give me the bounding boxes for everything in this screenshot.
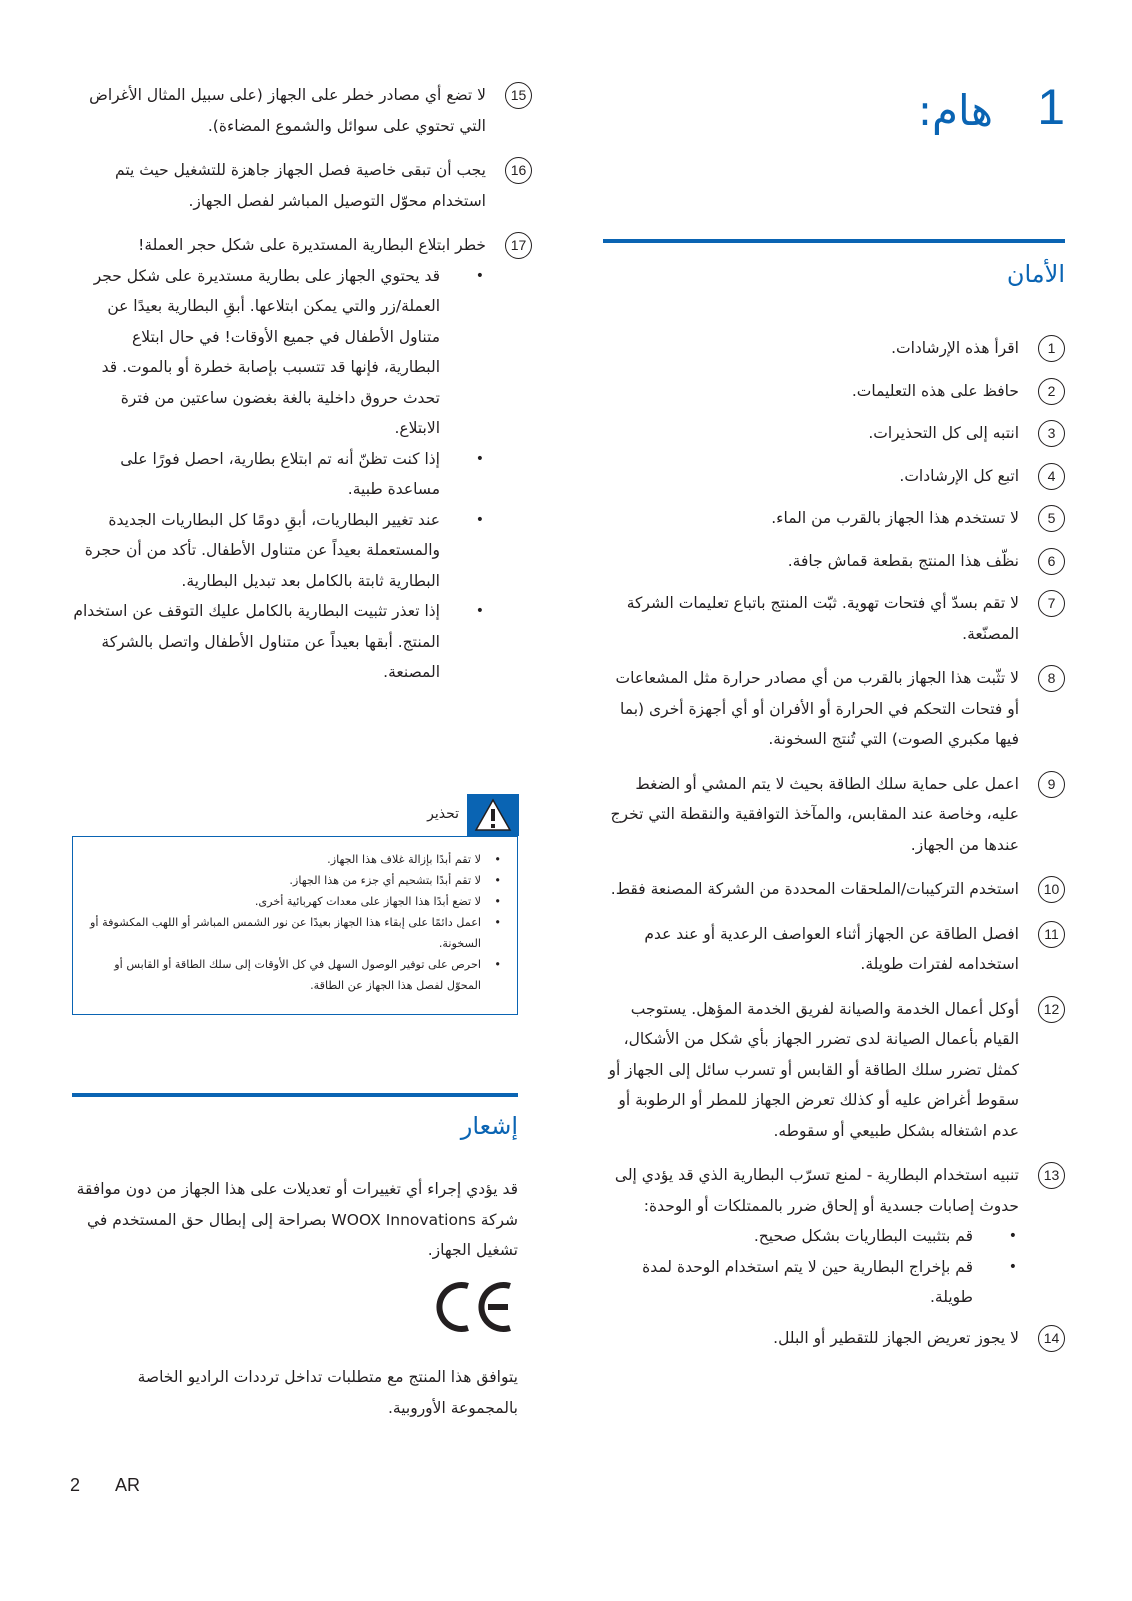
warning-item	[83, 954, 503, 996]
bullet-icon: •	[494, 916, 501, 929]
item-text: تنبيه استخدام البطارية - لمنع تسرّب البطارية الذي قد يؤدي إلى حدوث إصابات جسدية أو إلحاق ضرر بالممتلكات أو الوحدة:	[614, 1166, 1019, 1215]
list-item	[72, 230, 532, 688]
item-number: 7	[1038, 590, 1065, 617]
list-item	[603, 769, 1065, 861]
sub-list	[72, 261, 486, 688]
list-item	[603, 663, 1065, 755]
list-item	[603, 994, 1065, 1147]
compliance-paragraph: يتوافق هذا المنتج مع متطلبات تداخل ترددات الراديو الخاصة بالمجموعة الأوروبية.	[137, 1368, 518, 1417]
item-number: 1	[1038, 335, 1065, 362]
sub-item-text: عند تغيير البطاريات، أبقِ دومًا كل البطاريات الجديدة والمستعملة بعيداً عن متناول الأطفال. تأكد من أن حجرة البطارية ثابتة بالكامل بعد تبديل البطارية.	[84, 510, 440, 590]
list-item	[603, 874, 1065, 905]
list-item	[603, 1323, 1065, 1354]
item-text: لا تثّبت هذا الجهاز بالقرب من أي مصادر حرارة مثل المشعاعات أو فتحات التحكم في الحرارة أو الأفران أو أي أجهزة أخرى (بما فيها مكبري الصوت) التي تُنتج السخونة.	[615, 669, 1019, 748]
item-number: 9	[1038, 771, 1065, 798]
ce-mark-icon	[432, 1278, 514, 1336]
warning-icon	[474, 798, 512, 832]
sub-list-item	[72, 261, 486, 444]
item-text: أوكل أعمال الخدمة والصيانة لفريق الخدمة المؤهل. يستوجب القيام بأعمال الصيانة لدى تضرر الجهاز بأي شكل من الأشكال، كمثل تضرر سلك الطاقة أو القابس أو تسرب سائل إلى الجهاز أو سقوط أغراض عليه أو كذلك تعرض الجهاز للمطر أو الرطوبة أو عدم اشتغاله بشكل طبيعي أو سقوطه.	[608, 999, 1019, 1140]
item-number: 16	[505, 157, 532, 184]
warning-label: تحذير	[427, 806, 459, 822]
list-item	[603, 546, 1065, 577]
item-number: 3	[1038, 420, 1065, 447]
warning-item-text: احرص على توفير الوصول السهل في كل الأوقات إلى سلك الطاقة أو القابس أو المحوّل لفصل هذا الجهاز عن الطاقة.	[114, 958, 481, 992]
sub-list	[603, 1221, 1019, 1313]
chapter-title: هام:	[917, 86, 993, 135]
bullet-icon: •	[475, 511, 484, 528]
list-item	[603, 376, 1065, 407]
item-text: لا تقم بسدّ أي فتحات تهوية. ثبّت المنتج باتباع تعليمات الشركة المصنّعة.	[626, 594, 1019, 643]
item-text: افصل الطاقة عن الجهاز أثناء العواصف الرعدية أو عند عدم استخدامه لفترات طويلة.	[644, 924, 1019, 973]
warning-heading	[412, 794, 519, 836]
warning-item	[83, 870, 503, 891]
bullet-icon: •	[1008, 1258, 1017, 1275]
sub-list-item	[72, 596, 486, 688]
sub-list-item	[72, 444, 486, 505]
warning-item-text: اعمل دائمًا على إبقاء هذا الجهاز بعيدًا عن نور الشمس المباشر أو اللهب المكشوفة أو السخونة.	[90, 916, 481, 950]
item-text: اتبع كل الإرشادات.	[899, 466, 1019, 485]
warning-item	[83, 912, 503, 954]
item-text: لا تضع أي مصادر خطر على الجهاز (على سبيل المثال الأغراض التي تحتوي على سوائل والشموع المضاءة).	[89, 86, 486, 135]
sub-list-item	[603, 1221, 1019, 1252]
item-number: 10	[1038, 876, 1065, 903]
bullet-icon: •	[475, 450, 484, 467]
item-text: اعمل على حماية سلك الطاقة بحيث لا يتم المشي أو الضغط عليه، وخاصة عند المقابس، والمآخذ التوافقية والنقطة التي تخرج عندها من الجهاز.	[610, 774, 1019, 854]
item-number: 4	[1038, 463, 1065, 490]
item-text: انتبه إلى كل التحذيرات.	[868, 424, 1019, 442]
item-number: 12	[1038, 996, 1065, 1023]
left-list	[72, 80, 532, 702]
sub-item-text: قم بتثبيت البطاريات بشكل صحيح.	[753, 1227, 973, 1245]
notice-rule	[72, 1093, 518, 1097]
warning-box	[72, 836, 518, 1015]
item-text: نظّف هذا المنتج بقطعة قماش جافة.	[787, 551, 1019, 570]
warning-item	[83, 849, 503, 870]
sub-item-text: إذا تعذر تثبيت البطارية بالكامل عليك التوقف عن استخدام المنتج. أبقها بعيداً عن متناول الأطفال واتصل بالشركة المصنعة.	[73, 602, 440, 681]
section-rule	[603, 239, 1065, 243]
sub-item-text: إذا كنت تظنّ أنه تم ابتلاع بطارية، احصل فورًا على مساعدة طبية.	[120, 449, 440, 498]
item-number: 2	[1038, 378, 1065, 405]
chapter-heading	[603, 78, 1065, 150]
item-text: خطر ابتلاع البطارية المستديرة على شكل حجر العملة!	[138, 236, 486, 254]
list-item	[72, 80, 532, 141]
sub-item-text: قد يحتوي الجهاز على بطارية مستديرة على شكل حجر العملة/زر والتي يمكن ابتلاعها. أبقِ البطارية بعيدًا عن متناول الأطفال في جميع الأوقات! في حال ابتلاع البطارية، فإنها قد تتسبب بإصابة خطرة أو بالموت. قد تحدث حروق داخلية بالغة بغضون ساعتين من فترة الابتلاع.	[93, 266, 440, 437]
notice-title: إشعار	[460, 1112, 518, 1140]
chapter-number: 1	[1037, 79, 1065, 135]
list-item	[603, 461, 1065, 492]
bullet-icon: •	[494, 874, 501, 887]
bullet-icon: •	[494, 895, 501, 908]
item-text: لا تستخدم هذا الجهاز بالقرب من الماء.	[771, 509, 1019, 527]
sub-list-item	[603, 1252, 1019, 1313]
list-item	[603, 588, 1065, 649]
list-item	[603, 1160, 1065, 1313]
warning-item	[83, 891, 503, 912]
item-text: اقرأ هذه الإرشادات.	[891, 339, 1019, 357]
item-number: 8	[1038, 665, 1065, 692]
sub-list-item	[72, 505, 486, 597]
bullet-icon: •	[1008, 1228, 1017, 1244]
bullet-icon: •	[494, 958, 501, 971]
list-item	[603, 418, 1065, 449]
item-number: 14	[1038, 1325, 1065, 1352]
page-number: 2	[70, 1475, 81, 1495]
language-code: AR	[115, 1475, 141, 1495]
warning-item-text: لا تضع أبدًا هذا الجهاز على معدات كهربائية أخرى.	[254, 895, 481, 908]
item-text: استخدم التركيبات/الملحقات المحددة من الشركة المصنعة فقط.	[610, 880, 1019, 898]
list-item	[603, 333, 1065, 364]
list-item	[72, 155, 532, 216]
warning-icon-box	[467, 794, 519, 836]
notice-paragraph: قد يؤدي إجراء أي تغييرات أو تعديلات على هذا الجهاز من دون موافقة شركة WOOX Innovations بصراحة إلى إبطال حق المستخدم في تشغيل الجهاز.	[76, 1180, 518, 1259]
warning-item-text: لا تقم أبدًا بإزالة غلاف هذا الجهاز.	[327, 853, 481, 866]
safety-list	[603, 333, 1065, 1367]
warning-item-text: لا تقم أبدًا بتشحيم أي جزء من هذا الجهاز.	[289, 874, 481, 887]
warning-list	[83, 849, 503, 996]
item-number: 5	[1038, 505, 1065, 532]
safety-title: الأمان	[1006, 260, 1065, 288]
bullet-icon: •	[475, 603, 484, 619]
list-item	[603, 919, 1065, 980]
right-column	[603, 0, 1065, 1601]
list-item	[603, 503, 1065, 534]
item-text: حافظ على هذه التعليمات.	[851, 381, 1019, 400]
item-number: 6	[1038, 548, 1065, 575]
item-number: 13	[1038, 1162, 1065, 1189]
item-number: 11	[1038, 921, 1065, 948]
bullet-icon: •	[494, 853, 501, 866]
item-text: يجب أن تبقى خاصية فصل الجهاز جاهزة للتشغيل حيث يتم استخدام محوّل التوصيل المباشر لفصل الجهاز.	[115, 161, 486, 210]
sub-item-text: قم بإخراج البطارية حين لا يتم استخدام الوحدة لمدة طويلة.	[642, 1257, 973, 1306]
item-number: 15	[505, 82, 532, 109]
item-text: لا يجوز تعريض الجهاز للتقطير أو البلل.	[773, 1328, 1019, 1347]
item-number: 17	[505, 232, 532, 259]
bullet-icon: •	[475, 267, 484, 284]
